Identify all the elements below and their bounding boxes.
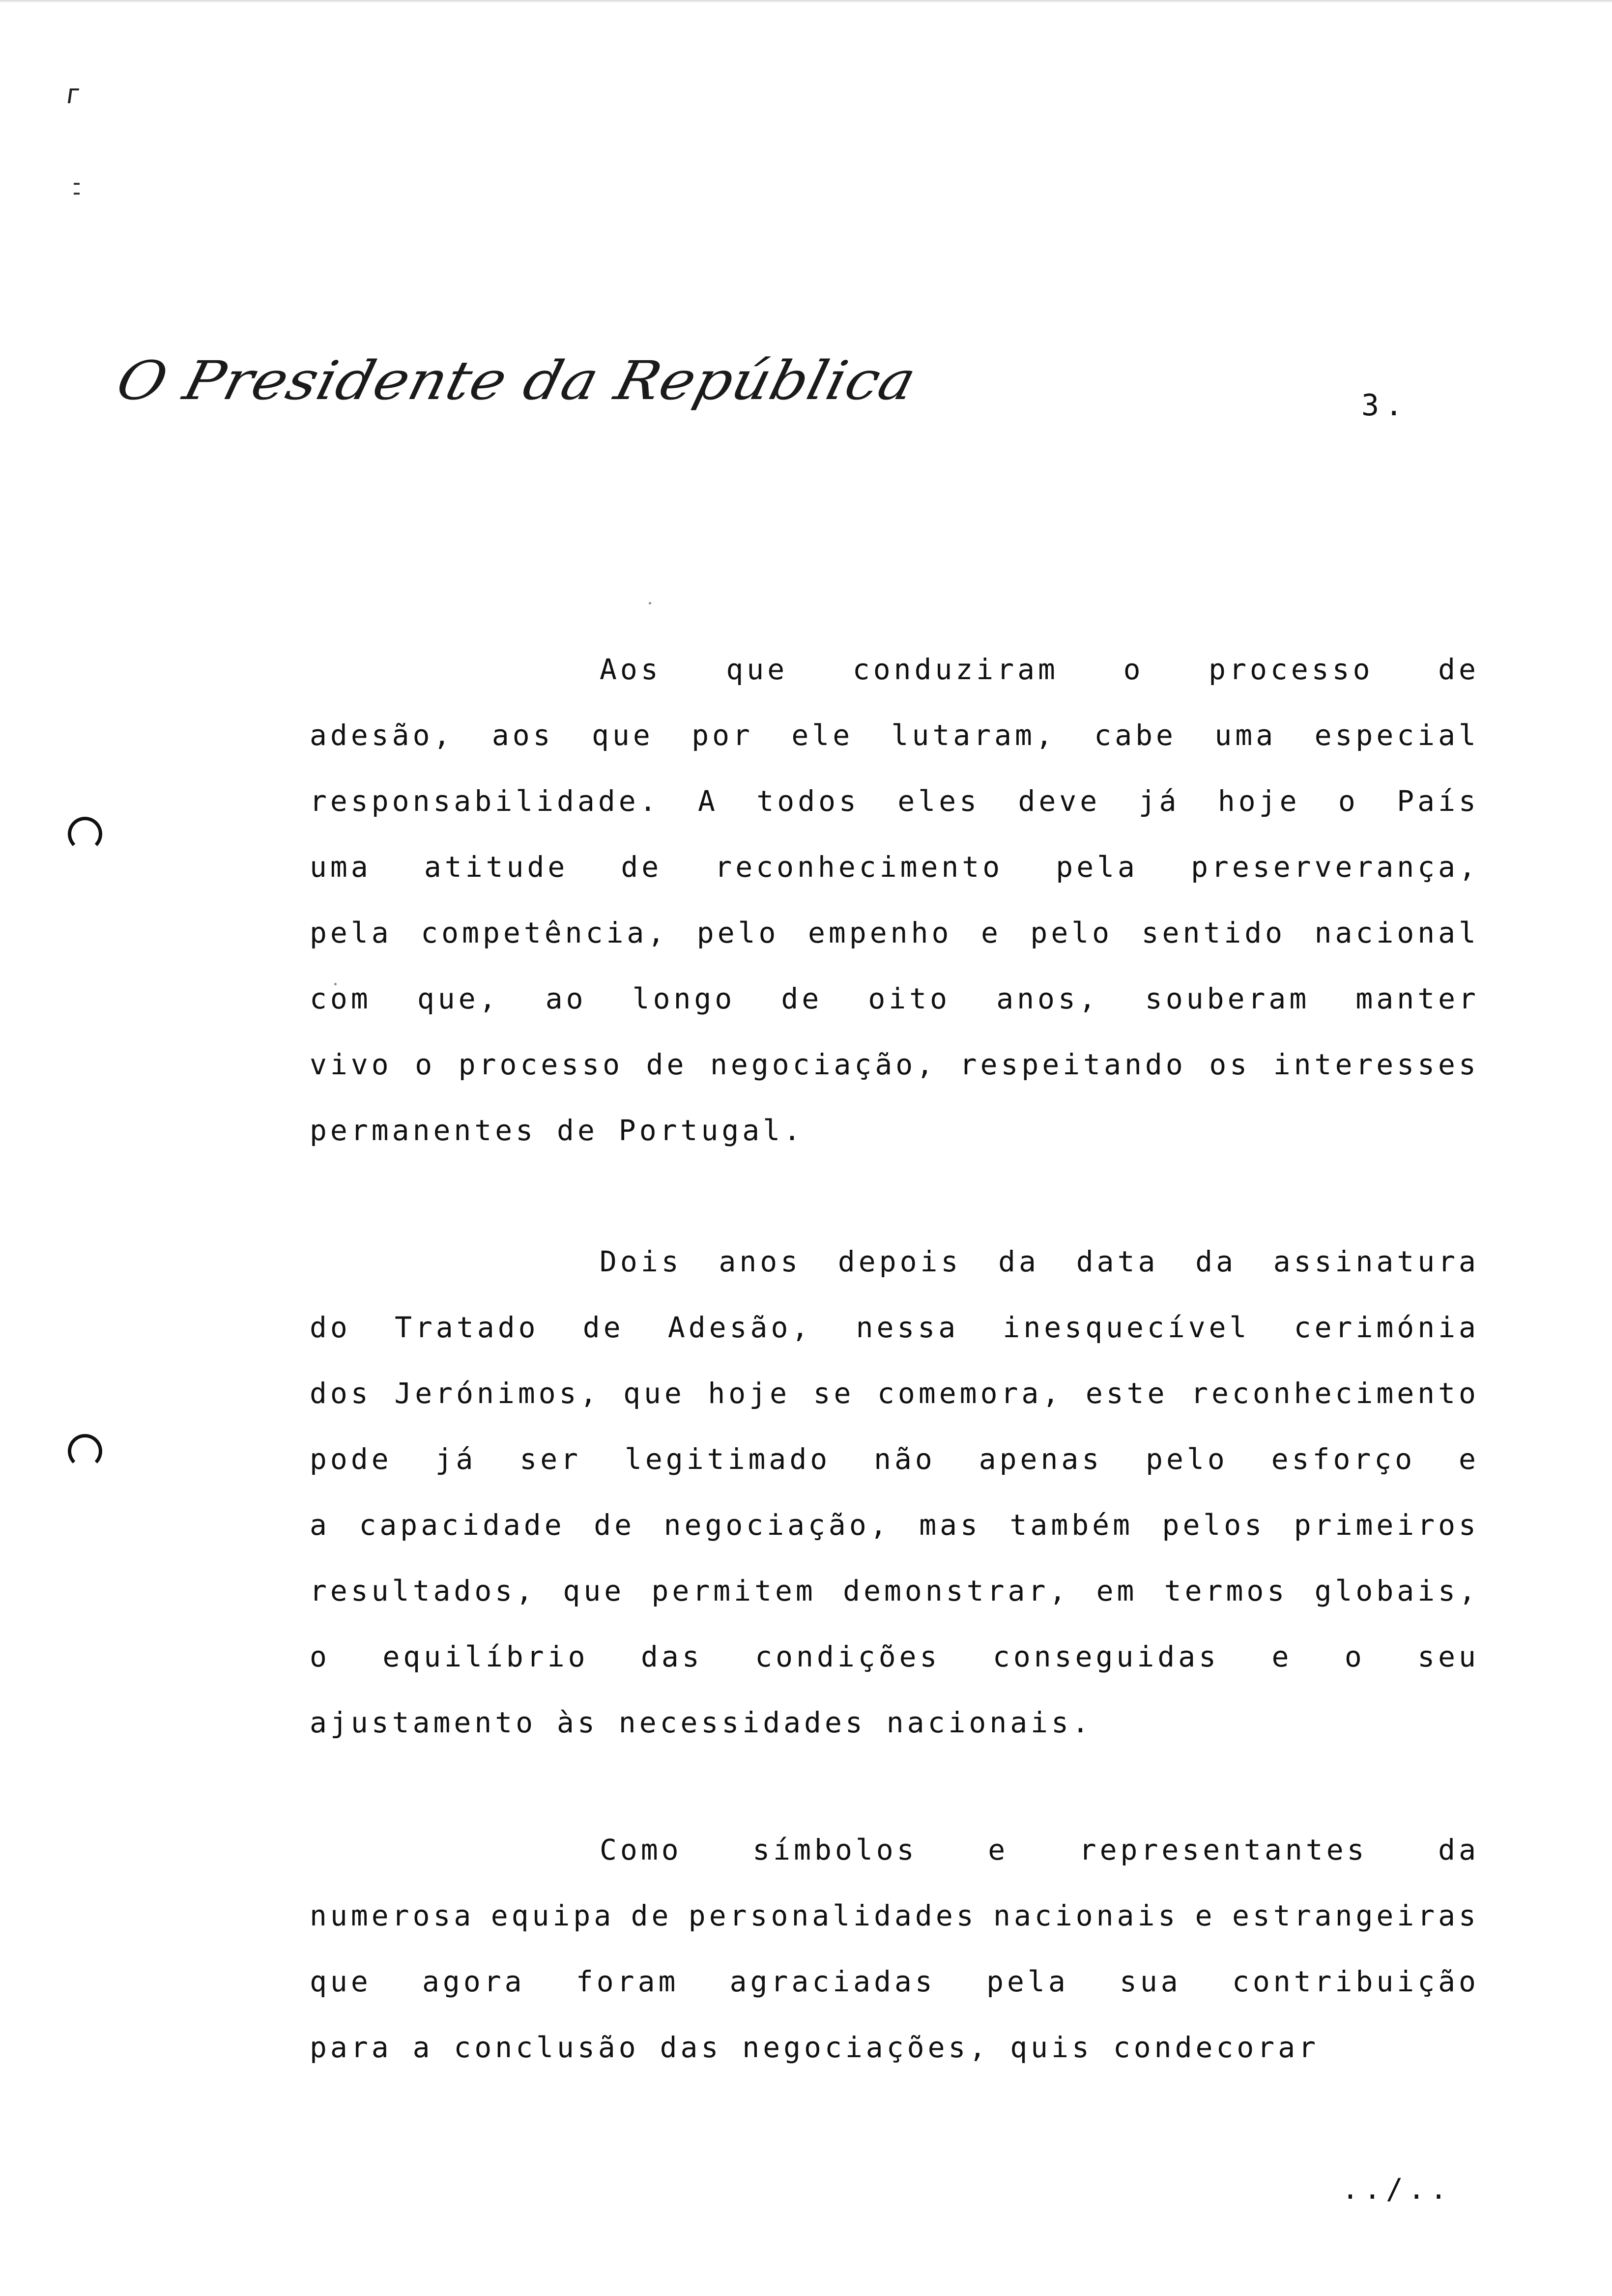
text-line — [310, 900, 1479, 966]
text-line — [310, 1624, 1479, 1690]
word: cerimónia — [1294, 1311, 1479, 1344]
word: numerosa — [310, 1899, 475, 1932]
word: negociação, — [710, 1048, 937, 1081]
word: da — [1195, 1245, 1237, 1278]
word: que — [592, 718, 654, 752]
word: o — [1344, 1640, 1365, 1673]
word: interesses — [1273, 1048, 1479, 1081]
word: competência, — [421, 916, 668, 949]
handwritten-mark — [68, 88, 79, 103]
word: por — [691, 718, 753, 752]
word: agraciadas — [729, 1965, 936, 1998]
word: aos — [491, 718, 554, 752]
word: pela — [986, 1965, 1069, 1998]
word: não — [874, 1442, 936, 1476]
word: da — [998, 1245, 1039, 1278]
word: sua — [1119, 1965, 1181, 1998]
text-line — [310, 1032, 1479, 1097]
dash-mark — [74, 193, 80, 195]
word: equipa — [490, 1899, 615, 1932]
word: cabe — [1094, 718, 1177, 752]
word: globais, — [1314, 1574, 1479, 1607]
word: capacidade — [359, 1508, 565, 1542]
word: seu — [1417, 1640, 1479, 1673]
word: conduziram — [852, 653, 1059, 686]
punch-hole-icon — [68, 1434, 102, 1468]
word: das — [641, 1640, 703, 1673]
word: pelo — [696, 916, 779, 949]
word: responsabilidade. — [310, 784, 660, 818]
text-line — [310, 1883, 1479, 1949]
word: esforço — [1271, 1442, 1416, 1476]
dash-mark — [74, 183, 80, 185]
text-line — [310, 1360, 1479, 1426]
word: o — [415, 1048, 436, 1081]
word: manter — [1355, 982, 1479, 1015]
word: respeitando — [959, 1048, 1186, 1081]
word: do — [310, 1311, 351, 1344]
word: pelo — [1146, 1442, 1228, 1476]
word: pela — [310, 916, 392, 949]
text-line — [310, 1492, 1479, 1558]
word: uma — [310, 850, 372, 884]
word: e — [1271, 1640, 1293, 1673]
word: a — [310, 1508, 330, 1542]
word: Adesão, — [667, 1311, 812, 1344]
word: nessa — [856, 1311, 959, 1344]
word: mas — [919, 1508, 981, 1542]
punch-hole-icon — [68, 817, 102, 851]
word: representantes — [1079, 1833, 1368, 1866]
word: personalidades — [688, 1899, 977, 1932]
word: anos, — [996, 982, 1099, 1015]
word: este — [1085, 1377, 1168, 1410]
word: uma — [1214, 718, 1277, 752]
text-line — [310, 1229, 1479, 1294]
word: dos — [310, 1377, 372, 1410]
scan-edge — [0, 0, 1612, 3]
word: Tratado — [395, 1311, 539, 1344]
word: que — [310, 1965, 372, 1998]
word: Como — [600, 1833, 682, 1866]
word: vivo — [310, 1048, 392, 1081]
word: pela — [1056, 850, 1138, 884]
word: o — [310, 1640, 330, 1673]
word: negociação, — [663, 1508, 891, 1542]
word: estrangeiras — [1232, 1899, 1479, 1932]
word: A — [698, 784, 719, 818]
word: demonstrar, — [843, 1574, 1070, 1607]
word: que — [563, 1574, 625, 1607]
word: deve — [1018, 784, 1101, 818]
text-line — [310, 1294, 1479, 1360]
text-line — [310, 768, 1479, 834]
word: termos — [1164, 1574, 1288, 1607]
word: todos — [756, 784, 860, 818]
text-line — [310, 702, 1479, 768]
word: apenas — [979, 1442, 1103, 1476]
text-line: ajustamento às necessidades nacionais. — [310, 1706, 1093, 1739]
word: adesão, — [310, 718, 454, 752]
word: nacional — [1314, 916, 1479, 949]
word: pode — [310, 1442, 392, 1476]
word: especial — [1314, 718, 1479, 752]
word: agora — [422, 1965, 525, 1998]
word: permitem — [651, 1574, 816, 1607]
word: foram — [576, 1965, 679, 1998]
word: o — [1123, 653, 1144, 686]
word: preserverança, — [1191, 850, 1479, 884]
word: que — [623, 1377, 685, 1410]
word: Dois — [600, 1245, 682, 1278]
word: de — [621, 850, 662, 884]
word: hoje — [708, 1377, 791, 1410]
word: de — [594, 1508, 635, 1542]
word: pelo — [1030, 916, 1113, 949]
word: os — [1209, 1048, 1251, 1081]
word: Aos — [600, 653, 662, 686]
word: já — [1138, 784, 1180, 818]
word: de — [646, 1048, 688, 1081]
word: conseguidas — [992, 1640, 1220, 1673]
word: empenho — [808, 916, 952, 949]
word: legitimado — [624, 1442, 831, 1476]
word: comemora, — [877, 1377, 1063, 1410]
word: de — [582, 1311, 624, 1344]
word: de — [1438, 653, 1479, 686]
word: com — [310, 982, 372, 1015]
word: que, — [417, 982, 500, 1015]
word: inesquecível — [1003, 1311, 1250, 1344]
word: que — [726, 653, 788, 686]
text-line: permanentes de Portugal. — [310, 1114, 805, 1147]
word: ele — [791, 718, 854, 752]
word: também — [1009, 1508, 1134, 1542]
word: processo — [1209, 653, 1374, 686]
word: e — [988, 1833, 1009, 1866]
word: hoje — [1217, 784, 1300, 818]
paragraph-3 — [310, 1817, 1479, 2080]
word: data — [1076, 1245, 1159, 1278]
word: já — [435, 1442, 477, 1476]
word: pelos — [1162, 1508, 1266, 1542]
word: de — [781, 982, 823, 1015]
text-line — [310, 966, 1479, 1032]
text-line — [310, 1817, 1479, 1883]
word: sentido — [1141, 916, 1286, 949]
text-line — [310, 1949, 1479, 2014]
text-line: para a conclusão das negociações, quis condecorar — [310, 2031, 1320, 2064]
word: atitude — [424, 850, 569, 884]
word: o — [1338, 784, 1359, 818]
word: se — [813, 1377, 855, 1410]
word: e — [980, 916, 1002, 949]
continuation-mark: ../.. — [1342, 2172, 1452, 2206]
scan-speck — [649, 602, 651, 604]
text-line — [310, 1426, 1479, 1492]
word: condições — [755, 1640, 941, 1673]
word: equilíbrio — [382, 1640, 589, 1673]
word: anos — [719, 1245, 802, 1278]
word: em — [1096, 1574, 1138, 1607]
word: resultados, — [310, 1574, 537, 1607]
word: assinatura — [1273, 1245, 1479, 1278]
word: e — [1195, 1899, 1216, 1932]
letterhead: O Presidente da República — [111, 349, 923, 412]
text-line — [310, 636, 1479, 702]
word: reconhecimento — [1191, 1377, 1479, 1410]
word: oito — [868, 982, 951, 1015]
word: contribuição — [1232, 1965, 1479, 1998]
word: depois — [837, 1245, 962, 1278]
word: primeiros — [1294, 1508, 1479, 1542]
word: souberam — [1145, 982, 1310, 1015]
word: lutaram, — [891, 718, 1056, 752]
word: de — [631, 1899, 672, 1932]
paragraph-2 — [310, 1229, 1479, 1755]
word: Jerónimos, — [394, 1377, 601, 1410]
word: da — [1438, 1833, 1479, 1866]
word: processo — [458, 1048, 624, 1081]
text-line — [310, 834, 1479, 900]
page-number: 3. — [1361, 388, 1409, 423]
word: ser — [519, 1442, 582, 1476]
word: reconhecimento — [715, 850, 1004, 884]
word: ao — [545, 982, 587, 1015]
paragraph-1 — [310, 636, 1479, 1163]
word: eles — [897, 784, 980, 818]
word: País — [1397, 784, 1479, 818]
text-line — [310, 1558, 1479, 1624]
word: longo — [632, 982, 736, 1015]
word: símbolos — [752, 1833, 918, 1866]
word: e — [1459, 1442, 1479, 1476]
word: nacionais — [993, 1899, 1179, 1932]
